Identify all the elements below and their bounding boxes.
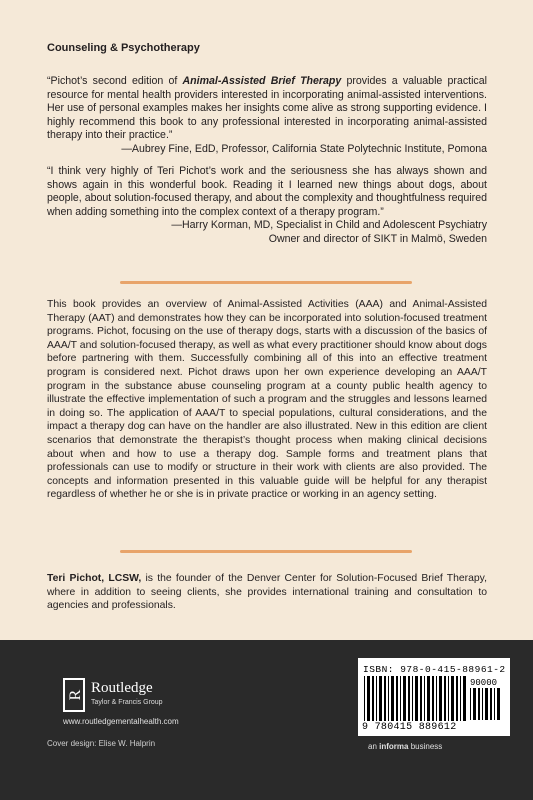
barcode-panel [358,658,510,736]
barcode-addon-bars [470,688,504,720]
author-bio-text: is the founder of the Denver Center for Solution-Focused Brief Therapy, where in addition to seeing clients, she provides international training and consultation to agencies and professionals. [47,573,487,612]
quote-1-attribution: —Aubrey Fine, EdD, Professor, California State Polytechnic Institute, Pomona [121,142,487,155]
routledge-logo-icon [63,678,85,712]
price-code: 90000 [470,678,498,688]
informa-brand: informa [379,742,409,751]
quote-1-open: “Pichot’s second edition of [47,75,183,87]
book-description: This book provides an overview of Animal-Assisted Activities (AAA) and Animal-Assisted Therapy (AAT) and demonstrates how they can be incorporated into solution-focused treatment programs. Pichot, focusing on the use of therapy dogs, starts with a discussion of the basics of AAA/T and solution-focused therapy, as well as what every practitioner should know about dogs before partnering with them. Successfully combining all of this into an effective treatment program is considered next. Pichot draws upon her own experience developing an AAA/T program in the substance abuse counseling program at a county public health agency to illustrate the effective implementation of such a program and the struggles and lessons learned in doing so. The application of AAA/T to special populations, cultural considerations, and the impact a therapy dog can have on the handler are also illustrated. New in this edition are client scenarios that demonstrate the therapist’s thought process when making clinical decisions about when and how to use a therapy dog. Sample forms and treatment plans that professionals can use to modify or structure in their work with clients are also provided. The concepts and information presented in this valuable guide will be helpful for any therapist regardless of whether he or she is in private practice or working in an agency setting. [47,299,487,501]
divider-bottom [120,550,412,553]
informa-credit [368,742,442,751]
quote-2-attribution-line-2: Owner and director of SIKT in Malmö, Sweden [268,232,487,245]
divider-top [120,281,412,284]
quote-2-text: “I think very highly of Teri Pichot’s work and the seriousness she has always shown and shows again in this wonderful book. Reading it I learned new things about dogs, about people, about solution-focused therapy, and about the complexity and thoughtfulness required when adding something into the complex context of a therapy program.” [47,165,487,218]
publisher-subtitle: Taylor & Francis Group [91,699,163,706]
quote-2-attribution-line-1: —Harry Korman, MD, Specialist in Child and Adolescent Psychiatry [171,219,487,232]
endorsement-quote-1 [47,75,487,157]
informa-prefix: an [368,742,380,751]
informa-suffix: business [408,742,443,751]
category-label: Counseling & Psychotherapy [47,42,200,54]
publisher-url[interactable]: www.routledgementalhealth.com [63,717,179,726]
barcode-main-bars [364,676,466,721]
quote-1-rest: provides a valuable practical resource for mental health providers interested in incorporating animal-assisted interventions. Her use of personal examples makes her insights come alive as strong supporting evidence. I highly recommend this book to any professional interested in incorporating animal-assisted therapy into their practice.” [47,75,487,142]
quote-1-book-title: Animal-Assisted Brief Therapy [182,75,342,87]
cover-design-credit: Cover design: Elise W. Halprin [47,739,156,748]
author-bio [47,572,487,613]
logo-letter: R [67,689,84,701]
endorsement-quote-2 [47,165,487,247]
publisher-name: Routledge [91,680,153,696]
author-name: Teri Pichot, LCSW, [47,573,142,584]
barcode-digits: 9 780415 889612 [362,722,457,733]
isbn-text: ISBN: 978-0-415-88961-2 [363,664,506,675]
